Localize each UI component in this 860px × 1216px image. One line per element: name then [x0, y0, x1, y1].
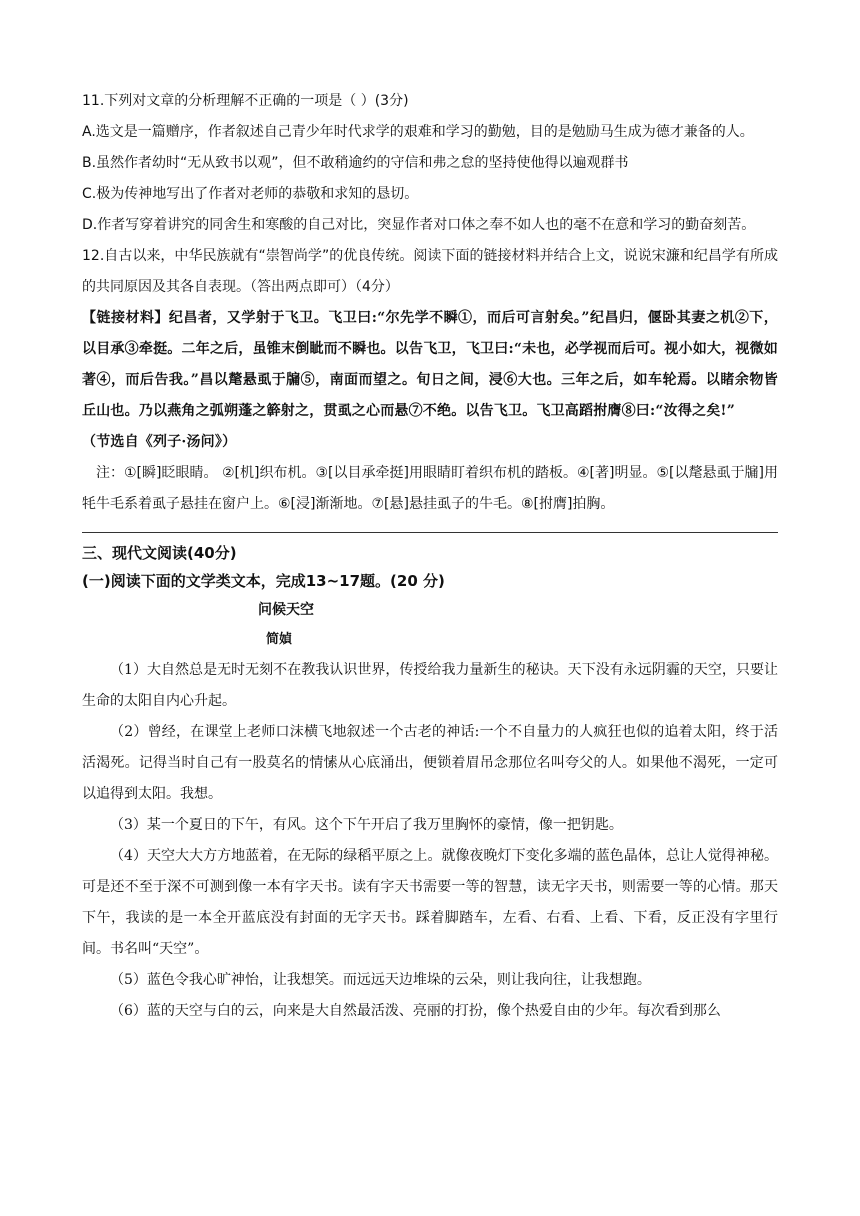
article-paragraph-5: （5）蓝色令我心旷神怡，让我想笑。而远远天边堆垛的云朵，则让我向往，让我想跑。	[110, 972, 651, 988]
article-paragraph-3: （3）某一个夏日的下午，有风。这个下午开启了我万里胸怀的豪情，像一把钥匙。	[110, 817, 623, 833]
link-material-text: 【链接材料】纪昌者，又学射于飞卫。飞卫曰:“尔先学不瞬①，而后可言射矣。”纪昌归，偃卧其妻之机②下，以目承③牵挺。二年之后，虽锥末倒眦而不瞬也。以告飞卫，飞卫曰:“未也，必学视而后可。视小如大，视微如著④，而后告我。”昌以氂悬虱于牖⑤，南面而望之。旬日之间，浸⑥大也。三年之后，如车轮焉。以睹余物皆丘山也。乃以燕角之弧朔蓬之簳射之，贯虱之心而悬⑦不绝。以告飞卫。飞卫高蹈拊膺⑧曰:“汝得之矣!”	[82, 310, 778, 419]
article-paragraph-6: （6）蓝的天空与白的云，向来是大自然最活泼、亮丽的打扮，像个热爱自由的少年。每次看到那么	[110, 1003, 721, 1019]
article-author: 简媜	[266, 632, 293, 647]
question-11-option-a: A.选文是一篇赠序，作者叙述自己青少年时代求学的艰难和学习的勤勉，目的是勉励马生成为德才兼备的人。	[82, 124, 754, 140]
document-page	[82, 86, 778, 1027]
section-3-subheading: (一)阅读下面的文学类文本，完成13~17题。(20 分)	[82, 572, 445, 590]
question-11-option-d: D.作者写穿着讲究的同舍生和寒酸的自己对比，突显作者对口体之奉不如人也的毫不在意和学习的勤奋刻苦。	[82, 217, 756, 233]
article-paragraph-1: （1）大自然总是无时无刻不在教我认识世界，传授给我力量新生的秘诀。天下没有永远阴霾的天空，只要让生命的太阳自内心升起。	[82, 662, 778, 709]
link-material-source: （节选自《列子·汤问》）	[82, 434, 237, 450]
article-paragraph-2: （2）曾经，在课堂上老师口沫横飞地叙述一个古老的神话:一个不自量力的人疯狂也似的追着太阳，终于活活渴死。记得当时自己有一股莫名的情愫从心底涌出，便锁着眉吊念那位名叫夸父的人。如果他不渴死，一定可以追得到太阳。我想。	[82, 724, 778, 802]
article-paragraph-4: （4）天空大大方方地蓝着，在无际的绿稻平原之上。就像夜晚灯下变化多端的蓝色晶体，总让人觉得神秘。可是还不至于深不可测到像一本有字天书。读有字天书需要一等的智慧，读无字天书，则需要一等的心情。那天下午，我读的是一本全开蓝底没有封面的无字天书。踩着脚踏车，左看、右看、上看、下看，反正没有字里行间。书名叫“天空”。	[82, 848, 778, 957]
section-3-heading: 三、现代文阅读(40分)	[82, 544, 237, 562]
section-divider	[82, 532, 778, 533]
link-material-block	[82, 303, 778, 458]
question-11-stem: 11.下列对文章的分析理解不正确的一项是（ ）(3分)	[82, 93, 409, 109]
question-11-option-c: C.极为传神地写出了作者对老师的恭敬和求知的恳切。	[82, 186, 419, 202]
article-title: 问候天空	[258, 602, 314, 618]
question-12-stem: 12.自古以来，中华民族就有“崇智尚学”的优良传统。阅读下面的链接材料并结合上文，说说宋濂和纪昌学有所成的共同原因及其各自表现。（答出两点即可）（4分）	[82, 248, 778, 295]
link-material-notes: 注：①[瞬]眨眼睛。 ②[机]织布机。③[以目承牵挺]用眼睛盯着织布机的踏板。④[著]明显。⑤[以氂悬虱于牖]用牦牛毛系着虱子悬挂在窗户上。⑥[浸]渐渐地。⑦[悬]悬挂虱子的牛毛。⑧[拊膺]拍胸。	[82, 465, 778, 512]
question-11-option-b: B.虽然作者幼时“无从致书以观”，但不敢稍逾约的守信和弗之怠的坚持使他得以遍观群书	[82, 155, 629, 171]
